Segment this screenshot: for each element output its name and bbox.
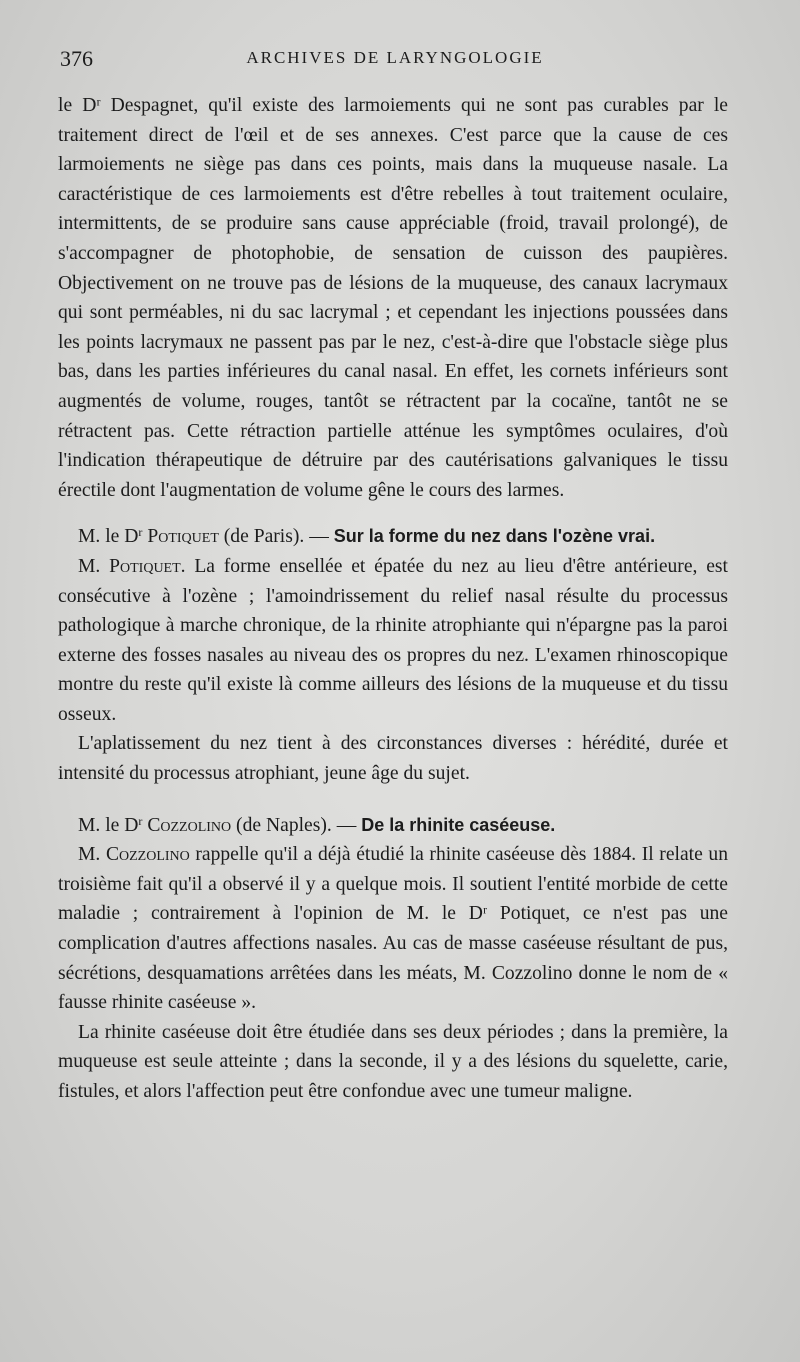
paragraph-text: rappelle qu'il a déjà étudié la rhinite caséeuse dès 1884. Il relate un troisième fait qu'il a observé il y a quelque mois. Il soutient l'entité morbide de cette maladie ; contrairement à l'opinion de M. le Dʳ Potiquet, ce n'est pas une complication d'autres affections nasales. Au cas de masse caséeuse résultant de pus, sécrétions, desquamations arrêtées dans les méats, M. Cozzolino donne le nom de « fausse rhinite caséeuse ». — [58, 844, 728, 1014]
heading-intro-sup: r — [138, 525, 143, 540]
heading-intro-sup: r — [138, 813, 143, 828]
page-header — [60, 46, 730, 76]
paragraph-continuation: le Dʳ Despagnet, qu'il existe des larmoiements qui ne sont pas curables par le traitement direct de l'œil et de ses annexes. C'est parce que la cause de ces larmoiements ne siège pas dans ces points, mais dans la muqueuse nasale. La caractéristique de ces larmoiements est d'être rebelles à tout traitement oculaire, intermittents, de se produire sans cause appréciable (froid, travail prolongé), de s'accompagner de photophobie, de sensation de cuisson des paupières. Objectivement on ne trouve pas de lésions de la muqueuse, des canaux lacrymaux qui sont perméables, ni du sac lacrymal ; et cependant les injections poussées dans les points lacrymaux ne passent pas par le nez, c'est-à-dire que l'obstacle siège plus bas, dans les parties inférieures du canal nasal. En effet, les cornets inférieurs sont augmentés de volume, rouges, tantôt se rétractent par la cocaïne, tantôt ne se rétractent pas. Cette rétraction partielle atténue les symptômes oculaires, d'où l'indication thérapeutique de détruire par des cautérisations galvaniques le tissu érectile dont l'augmentation de volume gêne le cours des larmes. — [58, 95, 728, 501]
paragraph: L'aplatissement du nez tient à des circonstances diverses : hérédité, durée et intensité du processus atrophiant, jeune âge du sujet. — [58, 733, 728, 785]
paragraph: La rhinite caséeuse doit être étudiée dans ses deux périodes ; dans la première, la muqueuse est seule atteinte ; dans la seconde, il y a des lésions du squelette, carie, fistules, et alors l'affection peut être confondue avec une tumeur maligne. — [58, 1021, 728, 1102]
heading-intro: M. le D — [78, 526, 139, 548]
author-place: (de Naples). — — [231, 814, 362, 836]
paragraph-lead: M. — [78, 555, 110, 577]
section-title: De la rhinite caséeuse. — [361, 814, 556, 835]
section-heading-potiquet — [58, 522, 728, 552]
author-name: Cozzolino — [105, 844, 190, 866]
author-name: Potiquet — [147, 526, 219, 548]
page-number: 376 — [60, 46, 93, 71]
heading-intro: M. le D — [78, 814, 139, 836]
paragraph-lead: M. — [78, 844, 106, 866]
paragraph-text: . La forme ensellée et épatée du nez au lieu d'être antérieure, est consécutive à l'ozène ; l'amoindrissement du relief nasal résulte du processus pathologique à marche chronique, de la rhinite atrophiante qui n'épargne pas la paroi externe des fosses nasales au niveau des os propres du nez. L'examen rhinoscopique montre du reste qu'il existe là comme ailleurs des lésions de la muqueuse et du tissu osseux. — [58, 555, 728, 725]
author-place: (de Paris). — — [218, 526, 334, 548]
running-head: ARCHIVES DE LARYNGOLOGIE — [246, 48, 544, 67]
paragraph — [58, 552, 728, 730]
body-text — [58, 91, 728, 1107]
author-name: Cozzolino — [147, 814, 232, 836]
author-name: Potiquet — [109, 555, 181, 577]
paragraph — [58, 840, 728, 1018]
section-heading-cozzolino — [58, 811, 728, 841]
section-title: Sur la forme du nez dans l'ozène vrai. — [333, 526, 656, 547]
